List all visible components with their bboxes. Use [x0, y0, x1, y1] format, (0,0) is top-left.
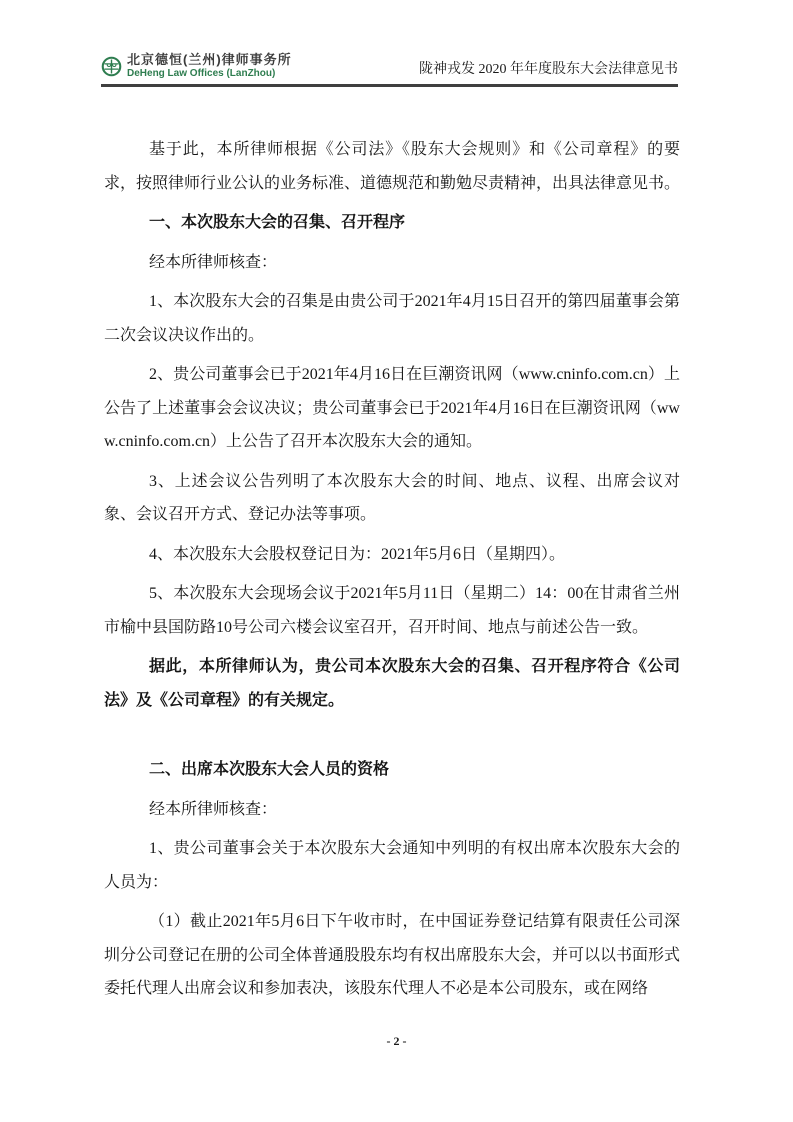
firm-name-en: DeHeng Law Offices (LanZhou) — [127, 68, 276, 80]
document-body — [104, 133, 680, 1012]
paragraph: （1）截止2021年5月6日下午收市时，在中国证券登记结算有限责任公司深圳分公司登记在册的公司全体普通股股东均有权出席股东大会，并可以以书面形式委托代理人出席会议和参加表决，该股东代理人不必是本公司股东，或在网络 — [104, 913, 681, 997]
section-heading: 二、出席本次股东大会人员的资格 — [149, 761, 390, 778]
paragraph: 经本所律师核查： — [149, 800, 278, 818]
section-heading: 一、本次股东大会的召集、召开程序 — [149, 214, 406, 231]
page-number: - 2 - — [386, 1034, 407, 1048]
paragraph: 经本所律师核查： — [149, 253, 278, 271]
firm-logo-block — [101, 53, 292, 79]
firm-name-block — [127, 53, 292, 79]
page-header — [101, 53, 678, 87]
paragraph: 2、贵公司董事会已于2021年4月16日在巨潮资讯网（www.cninfo.com.cn）上公告了上述董事会会议决议；贵公司董事会已于2021年4月16日在巨潮资讯网（www.cninfo.com.cn）上公告了召开本次股东大会的通知。 — [104, 366, 680, 450]
page-footer — [0, 1034, 793, 1049]
paragraph: 5、本次股东大会现场会议于2021年5月11日（星期二）14：00在甘肃省兰州市榆中县国防路10号公司六楼会议室召开，召开时间、地点与前述公告一致。 — [104, 585, 680, 636]
conclusion-paragraph: 据此，本所律师认为，贵公司本次股东大会的召集、召开程序符合《公司法》及《公司章程》的有关规定。 — [104, 658, 680, 709]
paragraph: 1、本次股东大会的召集是由贵公司于2021年4月15日召开的第四届董事会第二次会议决议作出的。 — [104, 293, 680, 344]
paragraph: 1、贵公司董事会关于本次股东大会通知中列明的有权出席本次股东大会的人员为： — [104, 840, 680, 891]
paragraph: 4、本次股东大会股权登记日为：2021年5月6日（星期四）。 — [149, 545, 566, 563]
document-header-title: 陇神戎发 2020 年年度股东大会法律意见书 — [419, 62, 678, 78]
paragraph: 3、上述会议公告列明了本次股东大会的时间、地点、议程、出席会议对象、会议召开方式、登记办法等事项。 — [104, 472, 680, 523]
deheng-logo-icon — [101, 56, 122, 77]
firm-name-cn: 北京德恒(兰州)律师事务所 — [127, 52, 292, 67]
paragraph: 基于此，本所律师根据《公司法》《股东大会规则》和《公司章程》的要求，按照律师行业公认的业务标准、道德规范和勤勉尽责精神，出具法律意见书。 — [104, 141, 681, 192]
